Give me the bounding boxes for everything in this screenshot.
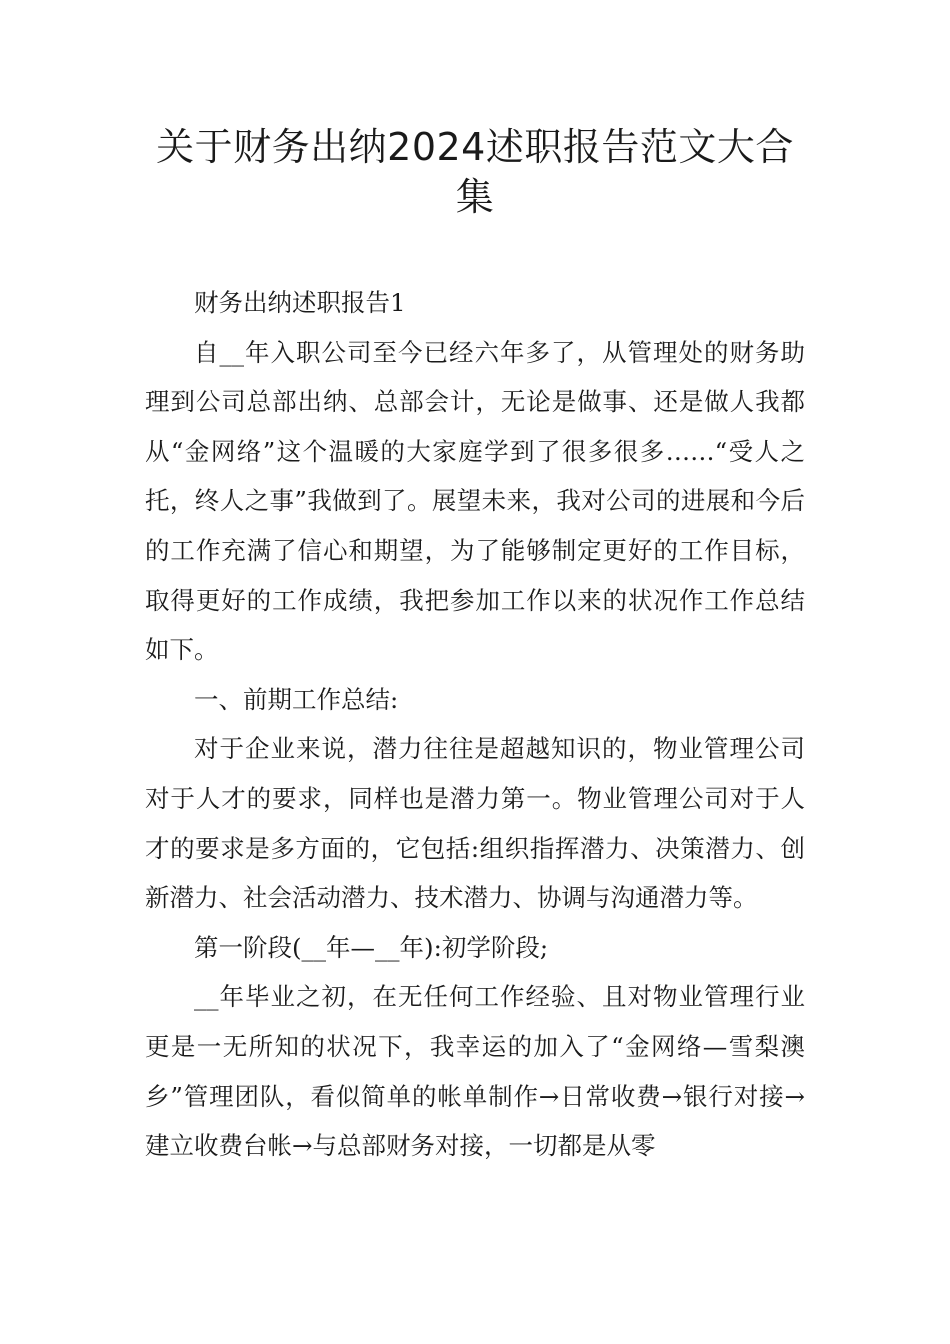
document-body — [145, 278, 805, 1171]
paragraph-intro: 自__年入职公司至今已经六年多了，从管理处的财务助理到公司总部出纳、总部会计，无论是做事、还是做人我都从“金网络”这个温暖的大家庭学到了很多很多……“受人之托，终人之事”我做到了。展望未来，我对公司的进展和今后的工作充满了信心和期望，为了能够制定更好的工作目标，取得更好的工作成绩，我把参加工作以来的状况作工作总结如下。 — [145, 337, 805, 665]
document-title: 关于财务出纳2024述职报告范文大合集 — [156, 125, 794, 219]
paragraph-talent: 对于企业来说，潜力往往是超越知识的，物业管理公司对于人才的要求，同样也是潜力第一。物业管理公司对于人才的要求是多方面的，它包括:组织指挥潜力、决策潜力、创新潜力、社会活动潜力、技术潜力、协调与沟通潜力等。 — [145, 734, 805, 913]
paragraph-stage-one: __年毕业之初，在无任何工作经验、且对物业管理行业更是一无所知的状况下，我幸运的加入了“金网络—雪梨澳乡”管理团队，看似简单的帐单制作→日常收费→银行对接→建立收费台帐→与总部财务对接，一切都是从零 — [145, 982, 805, 1161]
stage-heading: 第一阶段(__年—__年):初学阶段; — [194, 932, 549, 962]
section-heading: 一、前期工作总结: — [194, 684, 399, 714]
report-heading: 财务出纳述职报告1 — [194, 288, 406, 317]
